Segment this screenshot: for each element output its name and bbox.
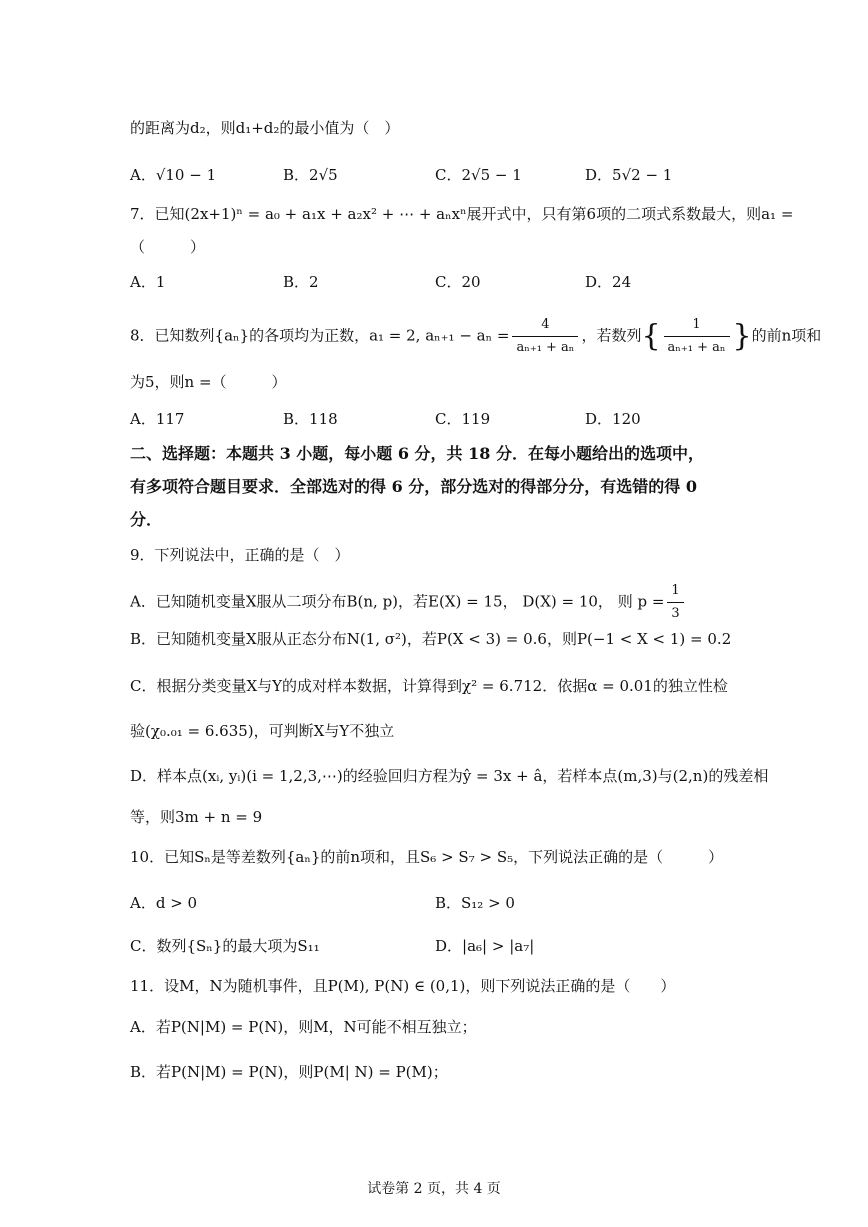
q8-frac1-numerator: 4 <box>512 314 578 337</box>
q7-option-a: A．1 <box>130 273 166 291</box>
q10-option-d: D．|a₆| > |a₇| <box>435 937 535 955</box>
q6-option-a: A．√10 − 1 <box>130 166 217 184</box>
q9-option-c-line1: C．根据分类变量X与Y的成对样本数据，计算得到χ² = 6.712．依据α = 0.01的独立性检 <box>130 677 728 695</box>
q9-option-a-fraction <box>667 580 683 625</box>
left-brace-icon: { <box>641 318 661 354</box>
q8-option-a: A．117 <box>130 410 185 428</box>
section2-heading-line1: 二、选择题：本题共 3 小题，每小题 6 分，共 18 分．在每小题给出的选项中， <box>130 444 704 463</box>
q10-option-a: A．d > 0 <box>130 894 198 912</box>
q9-option-b: B．已知随机变量X服从正态分布N(1, σ²)，若P(X < 3) = 0.6，则P(−1 < X < 1) = 0.2 <box>130 630 732 648</box>
q11-option-a: A．若P(N|M) = P(N)，则M，N可能不相互独立； <box>130 1018 477 1036</box>
q8-stem-c: 的前n项和 <box>751 326 822 345</box>
q7-option-c: C．20 <box>435 273 481 291</box>
q7-option-d: D．24 <box>585 273 632 291</box>
q11-option-b: B．若P(N|M) = P(N)，则P(M| N) = P(M)； <box>130 1063 448 1081</box>
q8-stem-line1 <box>130 314 821 359</box>
q10-stem: 10．已知Sₙ是等差数列{aₙ}的前n项和，且S₆ > S₇ > S₅，下列说法正确的是（ ） <box>130 848 724 866</box>
q9-stem: 9．下列说法中，正确的是（ ） <box>130 546 350 564</box>
section2-heading-line2: 有多项符合题目要求．全部选对的得 6 分，部分选对的得部分分，有选错的得 0 <box>130 477 697 496</box>
q9-a-denominator: 3 <box>671 606 680 621</box>
q10-option-b: B．S₁₂ > 0 <box>435 894 515 912</box>
q9-option-d-line2: 等，则3m + n = 9 <box>130 808 263 826</box>
q8-frac2-denominator: aₙ₊₁ + aₙ <box>667 340 726 355</box>
q8-option-d: D．120 <box>585 410 641 428</box>
q6-option-d: D．5√2 − 1 <box>585 166 673 184</box>
q9-option-a-text: A．已知随机变量X服从二项分布B(n, p)，若E(X) = 15， D(X) = 10， 则 p = <box>130 592 665 611</box>
q8-frac1-denominator: aₙ₊₁ + aₙ <box>516 340 575 355</box>
q8-fraction-2 <box>664 314 730 359</box>
q8-frac2-numerator: 1 <box>664 314 730 337</box>
q9-a-numerator: 1 <box>667 580 683 603</box>
q11-stem: 11．设M，N为随机事件，且P(M), P(N) ∈ (0,1)，则下列说法正确的是（ ） <box>130 977 676 995</box>
q8-stem-a: 8．已知数列{aₙ}的各项均为正数，a₁ = 2, aₙ₊₁ − aₙ = <box>130 326 510 345</box>
q6-option-c: C．2√5 − 1 <box>435 166 522 184</box>
q7-option-b: B．2 <box>283 273 319 291</box>
q10-option-c: C．数列{Sₙ}的最大项为S₁₁ <box>130 937 320 955</box>
section2-heading-line3: 分． <box>130 510 163 529</box>
q8-option-b: B．118 <box>283 410 338 428</box>
q8-option-c: C．119 <box>435 410 491 428</box>
page-footer: 试卷第 2 页，共 4 页 <box>367 1181 501 1197</box>
right-brace-icon: } <box>732 318 752 354</box>
q9-option-a <box>130 580 687 625</box>
q6-stem-tail: 的距离为d₂，则d₁+d₂的最小值为（ ） <box>130 119 400 137</box>
q7-stem: 7．已知(2x+1)ⁿ = a₀ + a₁x + a₂x² + ⋯ + aₙxⁿ展开式中，只有第6项的二项式系数最大，则a₁ = <box>130 205 794 223</box>
q6-option-b: B．2√5 <box>283 166 338 184</box>
q8-stem-line2: 为5，则n =（ ） <box>130 373 287 391</box>
q9-option-c-line2: 验(χ₀.₀₁ = 6.635)，可判断X与Y不独立 <box>130 722 395 740</box>
q8-stem-b: ，若数列 <box>581 326 642 345</box>
q9-option-d-line1: D．样本点(xᵢ, yᵢ)(i = 1,2,3,⋯)的经验回归方程为ŷ = 3x + â，若样本点(m,3)与(2,n)的残差相 <box>130 767 769 785</box>
q8-fraction-1 <box>512 314 578 359</box>
q7-blank: （ ） <box>130 238 206 256</box>
